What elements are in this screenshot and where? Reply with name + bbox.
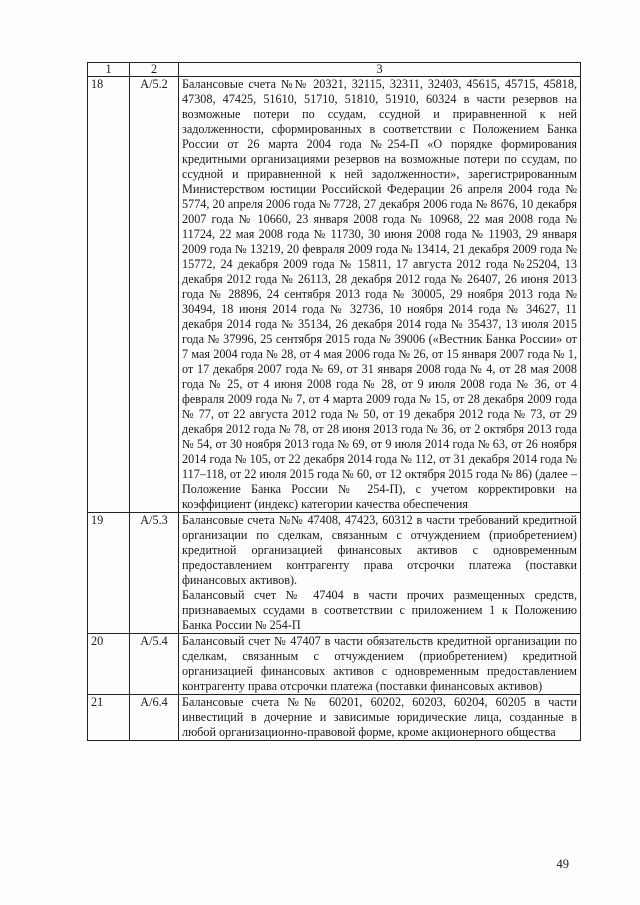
row-number: 19 xyxy=(88,513,130,634)
row-code: А/5.2 xyxy=(130,77,179,513)
row-description xyxy=(179,695,581,741)
header-col-3: 3 xyxy=(179,63,581,77)
description-paragraph: Балансовые счета №№ 20321, 32115, 32311, 32403, 45615, 45715, 45818, 47308, 47425, 51610, 51710, 51810, 51910, 60324 в части резервов на возможные потери по ссудам, ссудной и приравненной к ней задолженности, сформированных в соответствии с Положением Банка России от 26 марта 2004 года №254-П «О порядке формирования кредитными организациями резервов на возможные потери по ссудам, по ссудной и приравненной к ней задолженности», зарегистрированным Министерством юстиции Российской Федерации 26 апреля 2004 года № 5774, 20 апреля 2006 года № 7728, 27 декабря 2006 года № 8676, 10 декабря 2007 года № 10660, 23 января 2008 года № 10968, 22 мая 2008 года № 11724, 22 мая 2008 года № 11730, 30 июня 2008 года № 11903, 29 января 2009 года № 13219, 20 февраля 2009 года № 13414, 21 декабря 2009 года № 15772, 24 декабря 2009 года № 15811, 17 августа 2012 года №25204, 13 декабря 2012 года № 26113, 28 декабря 2012 года № 26407, 26 июня 2013 года № 28896, 24 сентября 2013 года № 30005, 29 ноября 2013 года № 30494, 18 июня 2014 года № 32736, 10 ноября 2014 года № 34627, 11 декабря 2014 года № 35134, 26 декабря 2014 года № 35437, 13 июля 2015 года № 37996, 25 сентября 2015 года № 39006 («Вестник Банка России» от 7 мая 2004 года № 28, от 4 мая 2006 года № 26, от 15 января 2007 года № 1, от 17 декабря 2007 года № 69, от 31 января 2008 года № 4, от 28 мая 2008 года № 25, от 4 июня 2008 года № 28, от 9 июля 2008 года № 36, от 4 февраля 2009 года № 7, от 4 марта 2009 года № 15, от 28 декабря 2009 года № 77, от 22 августа 2012 года № 50, от 19 декабря 2012 года № 73, от 29 декабря 2012 года № 78, от 28 июня 2013 года № 36, от 2 октября 2013 года № 54, от 30 ноября 2013 года № 69, от 9 июля 2014 года № 63, от 26 ноября 2014 года № 105, от 22 декабря 2014 года № 112, от 31 декабря 2014 года № 117–118, от 22 июля 2015 года № 60, от 12 октября 2015 года № 86) (далее – Положение Банка России № 254-П), с учетом корректировки на коэффициент (индекс) категории качества обеспечения xyxy=(182,77,577,511)
header-col-1: 1 xyxy=(88,63,130,77)
table-row xyxy=(88,634,581,695)
table-row xyxy=(88,513,581,634)
accounts-table xyxy=(87,62,581,741)
table-row xyxy=(88,695,581,741)
row-number: 21 xyxy=(88,695,130,741)
row-description xyxy=(179,77,581,513)
table-header-row xyxy=(88,63,581,77)
table-row xyxy=(88,77,581,513)
row-code: А/6.4 xyxy=(130,695,179,741)
page-number: 49 xyxy=(556,857,569,871)
description-paragraph: Балансовый счет № 47404 в части прочих размещенных средств, признаваемых ссудами в соответствии с приложением 1 к Положению Банка России № 254-П xyxy=(182,588,577,632)
description-paragraph: Балансовый счет № 47407 в части обязательств кредитной организации по сделкам, связанным с отчуждением (приобретением) кредитной организацией финансовых активов с одновременным предоставлением контрагенту права отсрочки платежа (поставки финансовых активов) xyxy=(182,634,577,693)
row-description xyxy=(179,513,581,634)
row-number: 20 xyxy=(88,634,130,695)
row-code: А/5.3 xyxy=(130,513,179,634)
row-description xyxy=(179,634,581,695)
row-number: 18 xyxy=(88,77,130,513)
description-paragraph: Балансовые счета №№ 60201, 60202, 60203, 60204, 60205 в части инвестиций в дочерние и зависимые юридические лица, созданные в любой организационно-правовой форме, кроме акционерного общества xyxy=(182,695,577,739)
description-paragraph: Балансовые счета №№ 47408, 47423, 60312 в части требований кредитной организации по сделкам, связанным с отчуждением (приобретением) кредитной организацией финансовых активов с одновременным предоставлением контрагенту права отсрочки платежа (поставки финансовых активов). xyxy=(182,513,577,587)
header-col-2: 2 xyxy=(130,63,179,77)
row-code: А/5.4 xyxy=(130,634,179,695)
